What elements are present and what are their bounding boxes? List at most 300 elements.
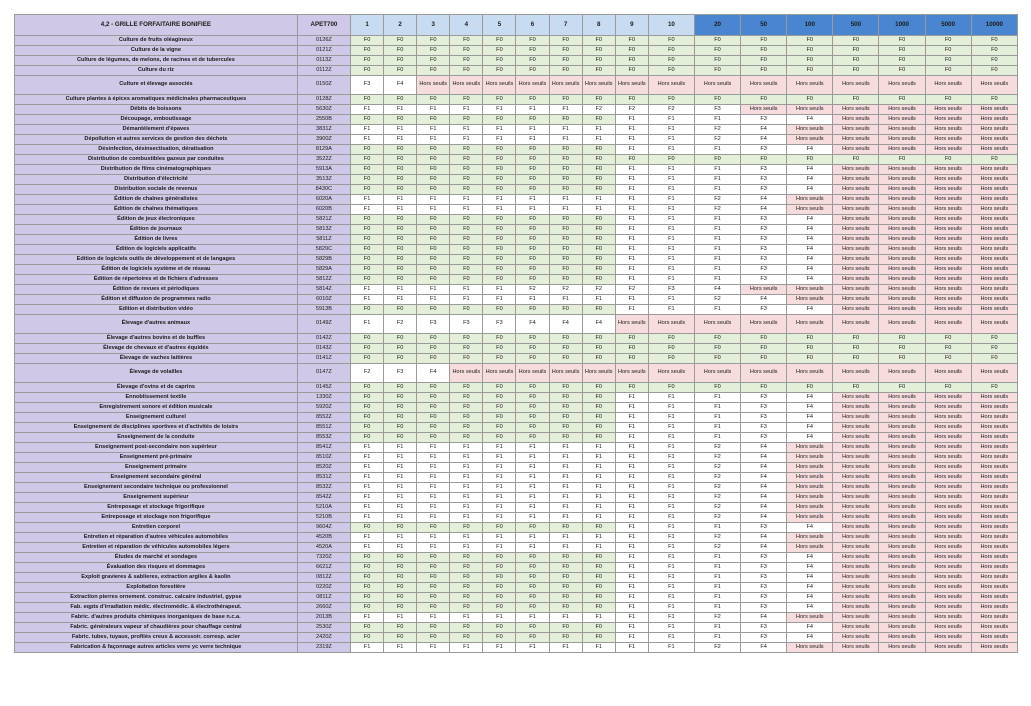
grid-cell: Hors seuils [833, 393, 879, 403]
grid-cell: F0 [549, 553, 582, 563]
grid-cell: Hors seuils [833, 513, 879, 523]
grid-cell: F0 [417, 165, 450, 175]
size-column-header: 1 [351, 15, 384, 36]
grid-cell: F0 [787, 66, 833, 76]
table-row [15, 613, 1018, 623]
grid-cell: Hors seuils [833, 483, 879, 493]
grid-cell: F1 [615, 165, 648, 175]
grid-cell: F1 [582, 463, 615, 473]
grid-cell: F1 [615, 603, 648, 613]
activity-label: Édition de chaînes thématiques [15, 205, 298, 215]
grid-cell: F1 [450, 125, 483, 135]
grid-cell: Hors seuils [971, 225, 1017, 235]
grid-cell: F1 [483, 195, 516, 205]
grid-cell: F0 [549, 573, 582, 583]
grid-cell: Hors seuils [925, 195, 971, 205]
grid-cell: F0 [417, 265, 450, 275]
grid-cell: F1 [615, 265, 648, 275]
ape-code: 2660Z [297, 603, 350, 613]
grid-cell: Hors seuils [787, 613, 833, 623]
grid-cell: F4 [787, 145, 833, 155]
table-row [15, 523, 1018, 533]
grid-cell: F4 [741, 513, 787, 523]
grid-cell: F1 [450, 613, 483, 623]
grid-cell: Hors seuils [971, 473, 1017, 483]
grid-cell: F0 [483, 344, 516, 354]
grid-cell: F1 [648, 115, 694, 125]
ape-code: 8510Z [297, 453, 350, 463]
grid-cell: F1 [648, 433, 694, 443]
grid-cell: F0 [879, 354, 925, 364]
grid-title: 4,2 - GRILLE FORFAITAIRE BONIFIEE [15, 15, 298, 36]
grid-cell: Hors seuils [971, 275, 1017, 285]
grid-cell: F3 [741, 633, 787, 643]
grid-cell: F4 [787, 563, 833, 573]
grid-cell: F0 [615, 46, 648, 56]
grid-cell: Hors seuils [879, 413, 925, 423]
grid-cell: F0 [450, 245, 483, 255]
grid-cell: F2 [351, 364, 384, 383]
grid-cell: F0 [450, 36, 483, 46]
grid-cell: F4 [516, 315, 549, 334]
grid-cell: F0 [450, 56, 483, 66]
grid-cell: F0 [384, 265, 417, 275]
grid-cell: Hors seuils [833, 503, 879, 513]
grid-cell: Hors seuils [833, 553, 879, 563]
grid-cell: F4 [787, 225, 833, 235]
ape-code: 5210B [297, 513, 350, 523]
activity-label: Évaluation des risques et dommages [15, 563, 298, 573]
grid-cell: F0 [450, 225, 483, 235]
grid-cell: F1 [417, 105, 450, 115]
grid-cell: F1 [615, 533, 648, 543]
grid-cell: Hors seuils [833, 533, 879, 543]
grid-cell: Hors seuils [879, 105, 925, 115]
grid-cell: F1 [417, 503, 450, 513]
grid-cell: F2 [694, 125, 740, 135]
grid-cell: F1 [648, 553, 694, 563]
grid-cell: F3 [741, 165, 787, 175]
grid-cell: F0 [483, 603, 516, 613]
grid-cell: F1 [648, 503, 694, 513]
grid-cell: F0 [787, 354, 833, 364]
code-column-header: APET700 [297, 15, 350, 36]
grid-cell: F1 [516, 135, 549, 145]
grid-cell: Hors seuils [925, 473, 971, 483]
grid-cell: F1 [615, 115, 648, 125]
grid-cell: F0 [694, 95, 740, 105]
grid-cell: F0 [549, 245, 582, 255]
grid-cell: F0 [971, 334, 1017, 344]
table-row [15, 403, 1018, 413]
grid-cell: Hors seuils [971, 613, 1017, 623]
grid-cell: F1 [582, 135, 615, 145]
grid-cell: F0 [582, 523, 615, 533]
grid-cell: F0 [833, 46, 879, 56]
grid-cell: F1 [351, 543, 384, 553]
ape-code: 4520B [297, 533, 350, 543]
activity-label: Distribution de films cinématographiques [15, 165, 298, 175]
grid-cell: Hors seuils [925, 215, 971, 225]
grid-cell: F1 [648, 225, 694, 235]
ape-code: 4520A [297, 543, 350, 553]
grid-cell: F0 [879, 46, 925, 56]
size-column-header: 10000 [971, 15, 1017, 36]
grid-cell: F0 [582, 95, 615, 105]
grid-cell: Hors seuils [483, 364, 516, 383]
grid-cell: F1 [648, 573, 694, 583]
grid-cell: F1 [648, 583, 694, 593]
grid-cell: F0 [450, 603, 483, 613]
grid-cell: F0 [741, 95, 787, 105]
grid-cell: F0 [971, 95, 1017, 105]
grid-cell: F0 [483, 165, 516, 175]
ape-code: 5920Z [297, 403, 350, 413]
grid-cell: F0 [384, 305, 417, 315]
grid-cell: F0 [417, 553, 450, 563]
grid-cell: F1 [582, 483, 615, 493]
activity-label: Édition et diffusion de programmes radio [15, 295, 298, 305]
grid-cell: F0 [483, 95, 516, 105]
ape-code: 0149Z [297, 315, 350, 334]
table-row [15, 553, 1018, 563]
table-row [15, 463, 1018, 473]
grid-cell: F0 [450, 95, 483, 105]
grid-cell: F0 [351, 423, 384, 433]
table-row [15, 265, 1018, 275]
grid-cell: Hors seuils [925, 523, 971, 533]
grid-cell: Hors seuils [925, 433, 971, 443]
grid-cell: Hors seuils [833, 285, 879, 295]
grid-cell: F1 [694, 563, 740, 573]
table-row [15, 95, 1018, 105]
grid-cell: F2 [694, 195, 740, 205]
ape-code: 2420Z [297, 633, 350, 643]
grid-cell: F1 [516, 205, 549, 215]
grid-cell: Hors seuils [833, 165, 879, 175]
grid-cell: F1 [648, 613, 694, 623]
grid-cell: Hors seuils [833, 433, 879, 443]
grid-cell: F1 [450, 463, 483, 473]
grid-cell: Hors seuils [833, 623, 879, 633]
grid-cell: F1 [417, 135, 450, 145]
table-row [15, 334, 1018, 344]
grid-cell: F0 [384, 235, 417, 245]
grid-cell: F4 [741, 453, 787, 463]
grid-cell: Hors seuils [925, 403, 971, 413]
grid-cell: F3 [741, 413, 787, 423]
grid-cell: F1 [483, 643, 516, 653]
grid-cell: F0 [516, 583, 549, 593]
activity-label: Edition de logiciels outils de développement et de langages [15, 255, 298, 265]
grid-cell: F1 [549, 463, 582, 473]
grid-cell: F1 [648, 205, 694, 215]
grid-cell: F0 [741, 155, 787, 165]
grid-cell: Hors seuils [925, 115, 971, 125]
grid-cell: Hors seuils [879, 643, 925, 653]
grid-cell: F2 [516, 285, 549, 295]
grid-cell: F0 [351, 185, 384, 195]
activity-label: Édition de livres [15, 235, 298, 245]
table-row [15, 36, 1018, 46]
grid-cell: F0 [483, 175, 516, 185]
ape-code: 5813Z [297, 225, 350, 235]
grid-cell: F0 [417, 603, 450, 613]
grid-cell: F1 [615, 463, 648, 473]
grid-cell: F0 [417, 46, 450, 56]
ape-code: 6621Z [297, 563, 350, 573]
grid-cell: Hors seuils [925, 175, 971, 185]
grid-cell: F2 [582, 285, 615, 295]
grid-cell: F0 [516, 255, 549, 265]
ape-code: 9604Z [297, 523, 350, 533]
grid-cell: F0 [417, 573, 450, 583]
table-row [15, 155, 1018, 165]
grid-cell: Hors seuils [971, 135, 1017, 145]
activity-label: Enseignement pré-primaire [15, 453, 298, 463]
grid-cell: Hors seuils [925, 305, 971, 315]
grid-cell: Hors seuils [833, 563, 879, 573]
grid-cell: Hors seuils [879, 205, 925, 215]
ape-code: 0811Z [297, 593, 350, 603]
grid-cell: F0 [648, 354, 694, 364]
grid-cell: F0 [971, 344, 1017, 354]
grid-cell: Hors seuils [787, 285, 833, 295]
grid-cell: F3 [741, 553, 787, 563]
grid-cell: F0 [879, 95, 925, 105]
grid-cell: Hors seuils [833, 603, 879, 613]
grid-cell: F0 [549, 633, 582, 643]
grid-cell: F4 [787, 413, 833, 423]
ape-code: 8532Z [297, 483, 350, 493]
grid-cell: Hors seuils [833, 295, 879, 305]
activity-label: Enseignement supérieur [15, 493, 298, 503]
activity-label: Élevage d'ovins et de caprins [15, 383, 298, 393]
grid-cell: F0 [351, 265, 384, 275]
grid-cell: F0 [483, 255, 516, 265]
table-row [15, 443, 1018, 453]
grid-cell: F4 [787, 423, 833, 433]
grid-cell: F0 [549, 115, 582, 125]
grid-cell: F1 [450, 493, 483, 503]
grid-cell: F0 [615, 383, 648, 393]
grid-cell: F0 [384, 255, 417, 265]
grid-cell: F0 [516, 175, 549, 185]
table-row [15, 195, 1018, 205]
activity-label: Débits de boissons [15, 105, 298, 115]
grid-cell: Hors seuils [833, 135, 879, 145]
grid-cell: F0 [417, 344, 450, 354]
grid-cell: F1 [417, 543, 450, 553]
grid-cell: Hors seuils [925, 285, 971, 295]
grid-cell: F0 [648, 344, 694, 354]
grid-cell: F3 [741, 563, 787, 573]
grid-cell: F0 [450, 573, 483, 583]
grid-cell: F4 [741, 503, 787, 513]
grid-cell: F0 [549, 265, 582, 275]
grid-cell: F0 [351, 255, 384, 265]
ape-code: 5630Z [297, 105, 350, 115]
grid-cell: F1 [351, 443, 384, 453]
grid-cell: F0 [417, 95, 450, 105]
grid-cell: F0 [582, 423, 615, 433]
grid-cell: F0 [384, 344, 417, 354]
grid-cell: Hors seuils [833, 205, 879, 215]
grid-cell: F0 [351, 603, 384, 613]
grid-cell: Hors seuils [971, 623, 1017, 633]
grid-cell: F1 [648, 563, 694, 573]
grid-cell: F0 [549, 66, 582, 76]
grid-cell: F0 [582, 235, 615, 245]
ape-code: 8430C [297, 185, 350, 195]
grid-cell: F2 [694, 483, 740, 493]
grid-cell: F0 [516, 215, 549, 225]
grid-cell: F0 [516, 245, 549, 255]
grid-cell: F0 [549, 155, 582, 165]
grid-cell: Hors seuils [787, 503, 833, 513]
grid-cell: F1 [694, 413, 740, 423]
activity-label: Entretien corporel [15, 523, 298, 533]
table-row [15, 135, 1018, 145]
grid-cell: F1 [483, 613, 516, 623]
grid-cell: F1 [648, 523, 694, 533]
grid-cell: F0 [351, 563, 384, 573]
grid-cell: F1 [694, 175, 740, 185]
grid-cell: F0 [384, 523, 417, 533]
grid-cell: F0 [694, 354, 740, 364]
grid-cell: F0 [549, 165, 582, 175]
grid-cell: Hors seuils [971, 285, 1017, 295]
grid-cell: Hors seuils [741, 76, 787, 95]
grid-cell: F0 [417, 354, 450, 364]
grid-cell: F0 [516, 275, 549, 285]
size-column-header: 2 [384, 15, 417, 36]
grid-cell: Hors seuils [741, 105, 787, 115]
grid-cell: Hors seuils [879, 503, 925, 513]
grid-cell: F3 [648, 285, 694, 295]
grid-cell: Hors seuils [833, 215, 879, 225]
table-row [15, 543, 1018, 553]
grid-cell: Hors seuils [879, 195, 925, 205]
grid-cell: Hors seuils [971, 573, 1017, 583]
grid-cell: F1 [516, 453, 549, 463]
grid-cell: F0 [450, 563, 483, 573]
grid-cell: F4 [741, 643, 787, 653]
grid-cell: Hors seuils [971, 543, 1017, 553]
grid-cell: F1 [615, 185, 648, 195]
grid-cell: F0 [516, 145, 549, 155]
grid-cell: F4 [694, 285, 740, 295]
grid-cell: F0 [741, 334, 787, 344]
grid-cell: F0 [549, 255, 582, 265]
grid-cell: F1 [351, 503, 384, 513]
grid-cell: Hors seuils [694, 76, 740, 95]
ape-code: 5913A [297, 165, 350, 175]
size-column-header: 6 [516, 15, 549, 36]
grid-cell: F4 [417, 364, 450, 383]
ape-code: 0150Z [297, 76, 350, 95]
grid-cell: F0 [516, 66, 549, 76]
grid-cell: F1 [615, 563, 648, 573]
grid-cell: F0 [351, 225, 384, 235]
grid-cell: F1 [549, 473, 582, 483]
activity-label: Enseignement de disciplines sportives et d'activités de loisirs [15, 423, 298, 433]
grid-cell: F0 [384, 603, 417, 613]
grid-cell: F1 [582, 295, 615, 305]
grid-cell: F0 [648, 66, 694, 76]
activity-label: Distribution sociale de revenus [15, 185, 298, 195]
grid-cell: F1 [549, 533, 582, 543]
grid-cell: Hors seuils [879, 115, 925, 125]
grid-cell: F0 [417, 583, 450, 593]
ape-code: 5829B [297, 255, 350, 265]
activity-label: Édition de journaux [15, 225, 298, 235]
grid-cell: F1 [516, 613, 549, 623]
ape-code: 5829C [297, 245, 350, 255]
grid-cell: F0 [483, 553, 516, 563]
grid-cell: Hors seuils [879, 523, 925, 533]
ape-code: 8520Z [297, 463, 350, 473]
grid-cell: F4 [787, 523, 833, 533]
grid-cell: F1 [450, 643, 483, 653]
grid-cell: F2 [648, 105, 694, 115]
grid-cell: F1 [648, 215, 694, 225]
grid-cell: F1 [694, 255, 740, 265]
grid-cell: F0 [549, 56, 582, 66]
grid-body [15, 36, 1018, 653]
grid-cell: F4 [741, 543, 787, 553]
grid-cell: F1 [351, 473, 384, 483]
grid-cell: Hors seuils [833, 523, 879, 533]
grid-cell: F1 [615, 643, 648, 653]
grid-cell: F0 [516, 354, 549, 364]
grid-cell: F0 [582, 583, 615, 593]
grid-cell: F1 [450, 453, 483, 463]
activity-label: Culture de légumes, de melons, de racines et de tubercules [15, 56, 298, 66]
activity-label: Entretien et réparation d'autres véhicules automobiles [15, 533, 298, 543]
grid-cell: Hors seuils [833, 185, 879, 195]
grid-cell: F0 [483, 225, 516, 235]
grid-cell: F2 [694, 463, 740, 473]
grid-cell: F0 [787, 46, 833, 56]
grid-cell: F0 [741, 383, 787, 393]
grid-cell: F0 [351, 354, 384, 364]
grid-cell: F0 [516, 155, 549, 165]
grid-cell: Hors seuils [833, 443, 879, 453]
table-row [15, 433, 1018, 443]
grid-cell: Hors seuils [879, 285, 925, 295]
grid-cell: F3 [741, 255, 787, 265]
grid-cell: F2 [694, 513, 740, 523]
table-row [15, 66, 1018, 76]
grid-cell: Hors seuils [833, 364, 879, 383]
grid-cell: F0 [351, 235, 384, 245]
grid-cell: Hors seuils [879, 265, 925, 275]
grid-cell: F0 [833, 354, 879, 364]
grid-cell: Hors seuils [879, 165, 925, 175]
grid-cell: Hors seuils [615, 76, 648, 95]
grid-cell: F1 [582, 125, 615, 135]
ape-code: 0141Z [297, 354, 350, 364]
grid-cell: Hors seuils [787, 443, 833, 453]
grid-cell: F0 [833, 95, 879, 105]
grid-cell: Hors seuils [787, 643, 833, 653]
grid-cell: F0 [417, 66, 450, 76]
grid-cell: Hors seuils [879, 533, 925, 543]
grid-cell: F1 [648, 275, 694, 285]
activity-label: Élevage d'autres bovins et de buffles [15, 334, 298, 344]
grid-cell: F0 [483, 245, 516, 255]
